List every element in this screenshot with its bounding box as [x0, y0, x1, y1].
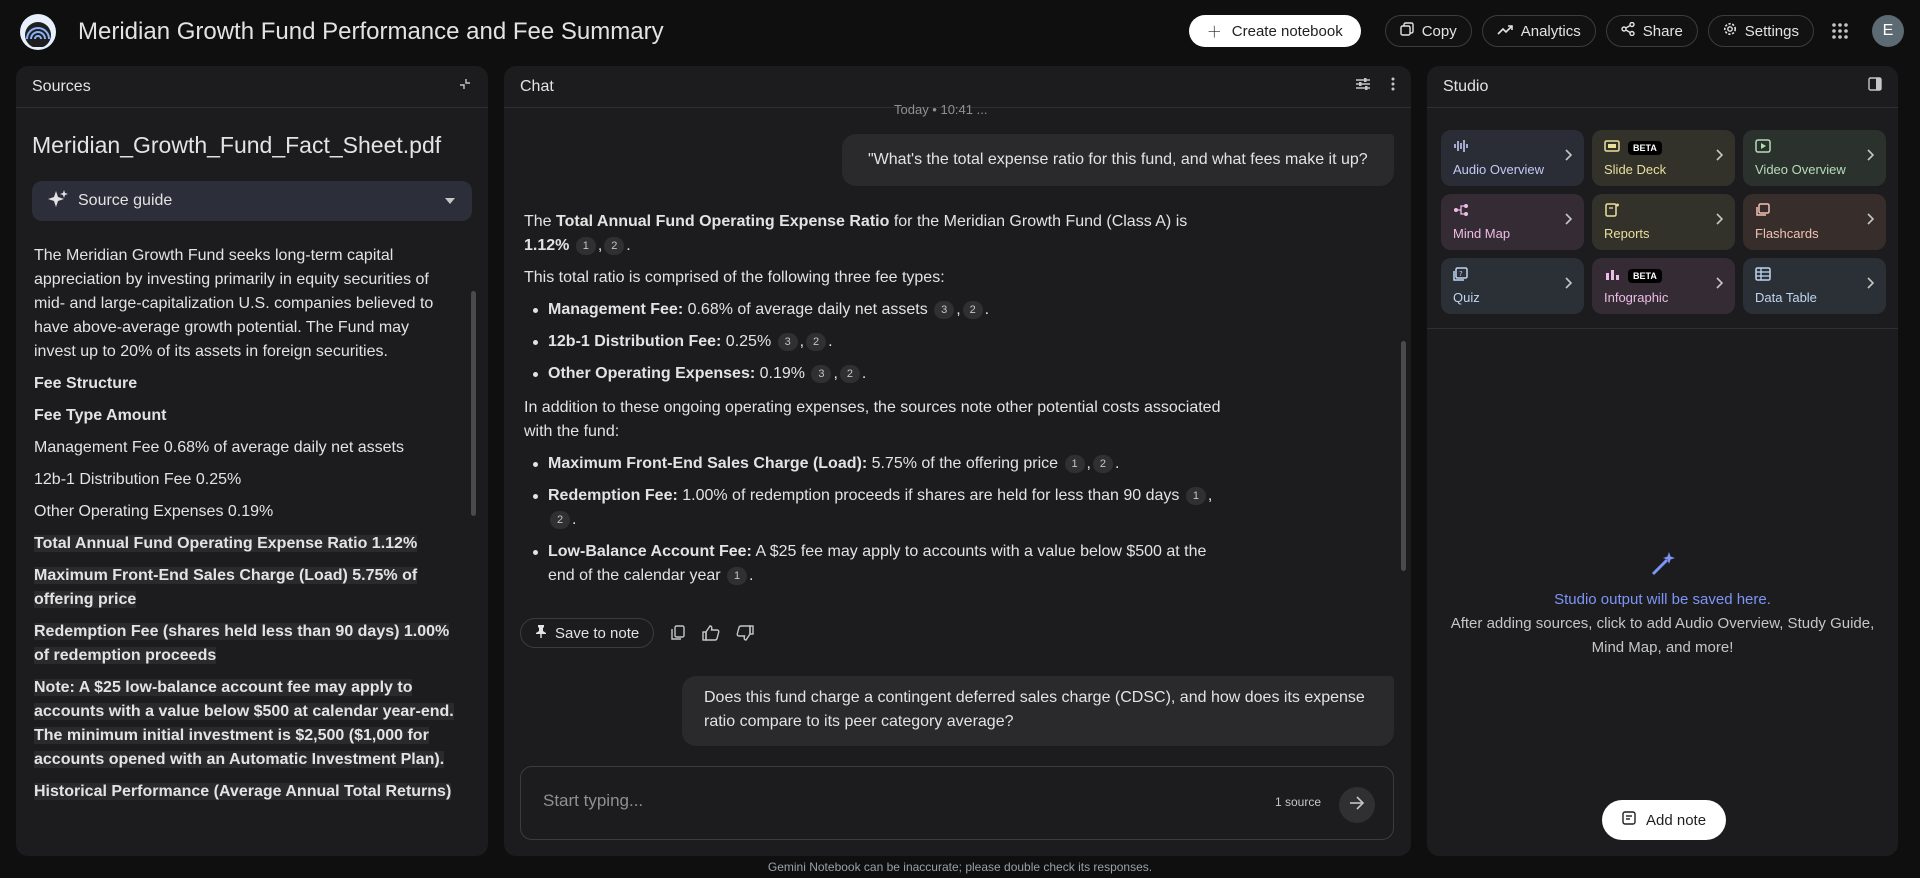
plus-icon: ＋	[1206, 23, 1222, 41]
studio-tile-label: Video Overview	[1755, 162, 1846, 177]
answer-text: 0.19%	[755, 365, 805, 382]
citation-chip[interactable]: 1	[727, 567, 747, 585]
citation-separator: ,	[597, 237, 603, 254]
mindmap-icon	[1453, 203, 1469, 222]
studio-tile-flashcards[interactable]	[1743, 194, 1886, 250]
citation-chip[interactable]: 2	[550, 511, 570, 529]
chevron-right-icon	[1866, 276, 1874, 294]
studio-tile-infographic[interactable]	[1592, 258, 1735, 314]
note-add-icon	[1622, 811, 1636, 829]
list-item	[524, 330, 1224, 354]
share-icon	[1621, 22, 1635, 40]
list-item	[524, 362, 1224, 386]
flashcards-icon	[1755, 203, 1771, 222]
chevron-right-icon	[1564, 212, 1572, 230]
user-message-text: Does this fund charge a contingent deferred sales charge (CDSC), and how does its expense ratio compare to its peer category average?	[704, 689, 1365, 730]
studio-empty-title: Studio output will be saved here.	[1554, 591, 1771, 608]
tune-icon[interactable]	[1355, 77, 1371, 96]
chat-timestamp: Today • 10:41 ...	[894, 102, 988, 117]
dock-panel-icon[interactable]	[1868, 77, 1882, 96]
citation-separator: .	[984, 301, 990, 318]
chevron-right-icon	[1715, 148, 1723, 166]
create-notebook-label: Create notebook	[1231, 22, 1343, 40]
chat-input-box	[520, 766, 1394, 840]
studio-tile-data-table[interactable]	[1743, 258, 1886, 314]
analytics-label: Analytics	[1520, 22, 1581, 40]
pin-icon	[535, 624, 547, 642]
answer-text: 0.68% of average daily net assets	[683, 301, 928, 318]
studio-tile-label: Audio Overview	[1453, 162, 1545, 177]
chat-scrollbar[interactable]	[1401, 341, 1406, 571]
divider	[1427, 328, 1898, 329]
answer-bold: 1.12%	[524, 237, 570, 254]
avatar[interactable]: E	[1872, 15, 1904, 47]
answer-text: A $25 fee may apply to accounts with a value below $500 at the end of the calendar year	[548, 543, 1207, 584]
answer-bold: Maximum Front-End Sales Charge (Load):	[548, 455, 868, 472]
video-icon	[1755, 139, 1771, 158]
studio-tile-label: Mind Map	[1453, 226, 1511, 241]
studio-tile-slide-deck[interactable]	[1592, 130, 1735, 186]
save-to-note-button[interactable]	[520, 618, 654, 648]
beta-badge: BETA	[1628, 269, 1662, 283]
studio-tile-reports[interactable]	[1592, 194, 1735, 250]
waveform-icon	[1453, 139, 1469, 158]
user-message-bubble	[842, 134, 1394, 186]
sources-scrollbar[interactable]	[471, 291, 476, 516]
source-guide-label: Source guide	[78, 192, 173, 209]
sources-panel	[16, 66, 488, 856]
answer-text: for the Meridian Growth Fund (Class A) is	[889, 213, 1188, 230]
source-line: Other Operating Expenses 0.19%	[34, 503, 274, 520]
studio-tile-label: Slide Deck	[1604, 162, 1667, 177]
answer-text: In addition to these ongoing operating expenses, the sources note other potential costs associated with the fund:	[524, 399, 1221, 440]
trending-up-icon	[1497, 23, 1513, 40]
chevron-right-icon	[1715, 212, 1723, 230]
quiz-icon	[1453, 267, 1469, 286]
source-highlight: Redemption Fee (shares held less than 90 days) 1.00% of redemption proceeds	[34, 623, 450, 664]
copy-button[interactable]	[1385, 15, 1472, 47]
magic-wand-icon	[1427, 550, 1898, 583]
answer-bold: Redemption Fee:	[548, 487, 678, 504]
answer-text: This total ratio is comprised of the following three fee types:	[524, 269, 945, 286]
citation-separator: ,	[833, 365, 838, 382]
source-guide-content	[34, 244, 454, 812]
citation-separator: .	[828, 333, 833, 350]
answer-bold: Management Fee:	[548, 301, 684, 318]
chat-panel-title: Chat	[520, 77, 554, 95]
citation-separator: .	[861, 365, 867, 382]
citation-separator: .	[1114, 455, 1120, 472]
app-logo-icon[interactable]	[20, 14, 56, 50]
caret-down-icon	[444, 192, 456, 210]
collapse-panel-icon[interactable]	[458, 77, 472, 96]
studio-tile-mind-map[interactable]	[1441, 194, 1584, 250]
source-file-name: Meridian_Growth_Fund_Fact_Sheet.pdf	[32, 132, 442, 158]
copy-label: Copy	[1421, 22, 1457, 40]
studio-tiles	[1441, 130, 1886, 314]
list-item	[524, 540, 1224, 588]
source-guide-toggle[interactable]	[32, 181, 472, 221]
citation-chip[interactable]: 2	[604, 237, 624, 255]
gear-icon	[1723, 22, 1737, 40]
chevron-right-icon	[1866, 148, 1874, 166]
citation-separator: .	[572, 511, 577, 528]
citation-chip[interactable]: 1	[576, 237, 596, 255]
create-notebook-button[interactable]	[1189, 15, 1361, 47]
studio-tile-quiz[interactable]	[1441, 258, 1584, 314]
answer-bold: Total Annual Fund Operating Expense Ratio	[556, 213, 890, 230]
citation-chip[interactable]: 1	[1186, 487, 1206, 505]
reports-icon	[1604, 203, 1620, 222]
citation-chip[interactable]: 1	[1065, 455, 1085, 473]
answer-text: 1.00% of redemption proceeds if shares are held for less than 90 days	[677, 487, 1180, 504]
chat-panel	[504, 66, 1411, 856]
studio-panel-title: Studio	[1443, 77, 1489, 95]
save-to-note-label: Save to note	[555, 624, 640, 642]
citation-separator: ,	[956, 301, 961, 318]
source-highlight: Historical Performance (Average Annual Total Returns)	[34, 783, 452, 800]
citation-separator: ,	[799, 333, 805, 350]
infographic-icon	[1604, 267, 1620, 286]
studio-tile-label: Reports	[1604, 226, 1650, 241]
answer-list	[524, 298, 1224, 386]
top-bar	[0, 0, 1920, 64]
citation-chip[interactable]: 3	[811, 365, 831, 383]
apps-grid-icon[interactable]	[1824, 15, 1856, 47]
citation-separator: ,	[1086, 455, 1091, 472]
citation-chip[interactable]: 3	[778, 333, 798, 351]
notebook-title[interactable]: Meridian Growth Fund Performance and Fee Summary	[78, 18, 664, 45]
analytics-button[interactable]	[1482, 15, 1596, 47]
source-highlight: Total Annual Fund Operating Expense Ratio 1.12%	[34, 535, 418, 552]
studio-empty-text: After adding sources, click to add Audio Overview, Study Guide, Mind Map, and more!	[1450, 615, 1875, 656]
user-message-bubble	[682, 676, 1394, 746]
chevron-right-icon	[1866, 212, 1874, 230]
chevron-right-icon	[1715, 276, 1723, 294]
answer-list	[524, 452, 1224, 588]
beta-badge: BETA	[1628, 141, 1662, 155]
arrow-right-icon	[1349, 796, 1365, 815]
table-icon	[1755, 267, 1771, 286]
thumbs-down-icon[interactable]	[736, 625, 754, 641]
studio-tile-label: Infographic	[1604, 290, 1669, 305]
source-heading: Fee Type Amount	[34, 407, 167, 424]
source-highlight: Note: A $25 low-balance account fee may apply to accounts with a value below $500 at calendar year-end. The minimum initial investment is $2,500 ($1,000 for accounts opened with an Automatic Investment Plan).	[34, 679, 454, 768]
studio-tile-label: Quiz	[1453, 290, 1480, 305]
source-line: 12b-1 Distribution Fee 0.25%	[34, 471, 242, 488]
chevron-right-icon	[1564, 276, 1572, 294]
source-highlight: Maximum Front-End Sales Charge (Load) 5.75% of offering price	[34, 567, 418, 608]
send-button[interactable]	[1339, 787, 1375, 823]
sparkle-icon	[48, 189, 68, 214]
more-vert-icon[interactable]	[1391, 77, 1395, 96]
answer-bold: Other Operating Expenses:	[548, 365, 756, 382]
studio-tile-video-overview[interactable]	[1743, 130, 1886, 186]
chevron-right-icon	[1564, 148, 1572, 166]
copy-icon	[1400, 22, 1414, 40]
copy-response-icon[interactable]	[670, 625, 686, 641]
citation-separator: .	[749, 567, 754, 584]
add-note-button[interactable]	[1602, 800, 1726, 840]
source-count: 1 source	[1274, 795, 1321, 809]
footer-disclaimer: Gemini Notebook can be inaccurate; please double check its responses.	[767, 860, 1153, 874]
answer-text: 5.75% of the offering price	[867, 455, 1059, 472]
source-intro: The Meridian Growth Fund seeks long-term capital appreciation by investing primarily in equity securities of mid- and large-capitalization U.S. companies believed to have above-average growth potential. The Fund may invest up to 20% of its assets in foreign securities.	[34, 247, 434, 360]
list-item	[524, 298, 1224, 322]
settings-label: Settings	[1744, 22, 1799, 40]
thumbs-up-icon[interactable]	[702, 625, 720, 641]
studio-tile-audio-overview[interactable]	[1441, 130, 1584, 186]
settings-button[interactable]	[1708, 15, 1814, 47]
citation-separator: .	[626, 237, 631, 254]
citation-chip[interactable]: 2	[840, 365, 860, 383]
source-heading: Fee Structure	[34, 375, 138, 392]
studio-tile-label: Data Table	[1755, 290, 1817, 305]
answer-bold: 12b-1 Distribution Fee:	[548, 333, 722, 350]
citation-chip[interactable]: 2	[1093, 455, 1113, 473]
sources-panel-title: Sources	[32, 77, 91, 95]
share-button[interactable]	[1606, 15, 1698, 47]
citation-separator: ,	[1207, 487, 1213, 504]
answer-bold: Low-Balance Account Fee:	[548, 543, 752, 560]
citation-chip[interactable]: 2	[963, 301, 983, 319]
chat-input[interactable]	[543, 791, 1243, 811]
answer-text: 0.25%	[721, 333, 772, 350]
slides-icon	[1604, 139, 1620, 158]
source-line: Management Fee 0.68% of average daily net assets	[34, 439, 404, 456]
answer-text: The	[524, 213, 557, 230]
share-label: Share	[1642, 22, 1683, 40]
list-item	[524, 484, 1224, 532]
citation-chip[interactable]: 3	[934, 301, 954, 319]
add-note-label: Add note	[1646, 811, 1707, 829]
assistant-answer	[524, 210, 1224, 598]
svg-text:?: ?	[1459, 269, 1463, 278]
studio-tile-label: Flashcards	[1755, 226, 1819, 241]
citation-chip[interactable]: 2	[806, 333, 826, 351]
user-message-text: "What's the total expense ratio for this fund, and what fees make it up?	[868, 151, 1368, 168]
answer-actions	[520, 618, 754, 648]
studio-empty-state	[1427, 550, 1898, 660]
studio-panel	[1427, 66, 1898, 856]
list-item	[524, 452, 1224, 476]
